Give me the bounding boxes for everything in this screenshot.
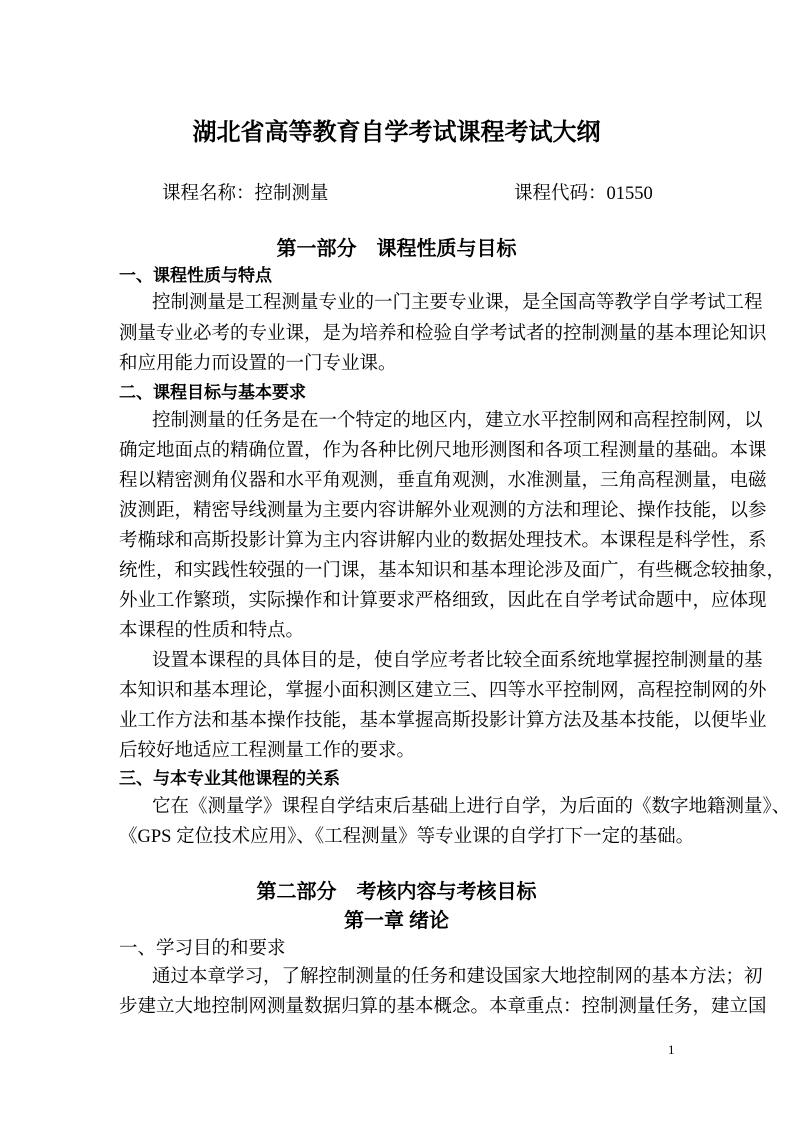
paragraph-line: 设置本课程的具体目的是，使自学应考者比较全面系统地掌握控制测量的基 (152, 651, 763, 671)
paragraph-line: 测量专业必考的专业课，是为培养和检验自学考试者的控制测量的基本理论知识 (119, 324, 767, 344)
paragraph-line: 业工作方法和基本操作技能，基本掌握高斯投影计算方法及基本技能，以便毕业 (119, 711, 767, 731)
chapter1-heading: 第一章 绪论 (344, 910, 449, 932)
course-name: 课程名称：控制测量 (162, 184, 329, 204)
paragraph-line: 外业工作繁琐，实际操作和计算要求严格细致，因此在自学考试命题中，应体现 (119, 591, 767, 611)
paragraph-line: 后较好地适应工程测量工作的要求。 (119, 741, 416, 761)
paragraph-line: 一、学习目的和要求 (119, 939, 286, 959)
section-heading: 一、课程性质与特点 (119, 266, 272, 286)
paragraph-line: 统性，和实践性较强的一门课，基本知识和基本理论涉及面广，有些概念较抽象， (119, 561, 786, 581)
course-code: 课程代码：01550 (514, 184, 653, 204)
paragraph-line: 和应用能力而设置的一门专业课。 (119, 354, 397, 374)
paragraph-line: 它在《测量学》课程自学结束后基础上进行自学，为后面的《数字地籍测量》、 (152, 797, 791, 817)
paragraph-line: 步建立大地控制网测量数据归算的基本概念。本章重点：控制测量任务，建立国 (119, 997, 767, 1017)
paragraph-line: 本知识和基本理论，掌握小面积测区建立三、四等水平控制网，高程控制网的外 (119, 681, 767, 701)
paragraph-line: 《GPS 定位技术应用》、《工程测量》等专业课的自学打下一定的基础。 (119, 827, 695, 847)
paragraph-line: 波测距，精密导线测量为主要内容讲解外业观测的方法和理论、操作技能，以参 (119, 501, 767, 521)
paragraph-line: 通过本章学习，了解控制测量的任务和建设国家大地控制网的基本方法；初 (152, 967, 763, 987)
doc-title: 湖北省高等教育自学考试课程考试大纲 (192, 120, 601, 146)
paragraph-line: 程以精密测角仪器和水平角观测，垂直角观测，水准测量，三角高程测量，电磁 (119, 471, 767, 491)
section-heading: 三、与本专业其他课程的关系 (119, 769, 340, 789)
paragraph-line: 本课程的性质和特点。 (119, 621, 305, 641)
paragraph-line: 控制测量的任务是在一个特定的地区内，建立水平控制网和高程控制网，以 (152, 411, 763, 431)
paragraph-line: 考椭球和高斯投影计算为主内容讲解内业的数据处理技术。本课程是科学性，系 (119, 531, 767, 551)
page-number: 1 (668, 1042, 675, 1057)
paragraph-line: 控制测量是工程测量专业的一门主要专业课，是全国高等教学自学考试工程 (152, 293, 763, 313)
paragraph-line: 确定地面点的精确位置，作为各种比例尺地形测图和各项工程测量的基础。本课 (119, 441, 767, 461)
part2-heading: 第二部分 考核内容与考核目标 (256, 881, 537, 903)
part1-heading: 第一部分 课程性质与目标 (276, 238, 517, 260)
section-heading: 二、课程目标与基本要求 (119, 383, 306, 403)
